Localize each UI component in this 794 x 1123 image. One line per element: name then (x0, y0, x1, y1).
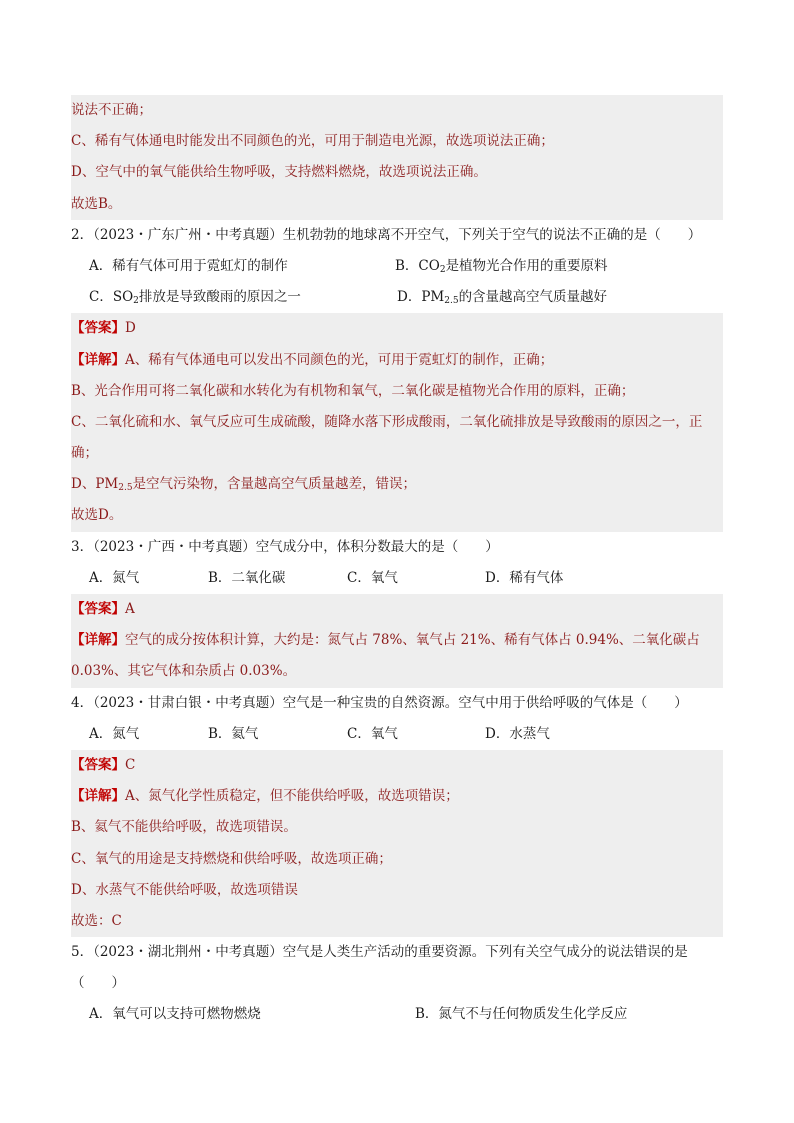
detail-tag: 【详解】 (71, 788, 125, 805)
question-4-option-b: B．氦气 (208, 725, 259, 742)
subscript: 2.5 (444, 296, 459, 307)
answer-value: D (125, 320, 136, 337)
option-text: B．CO (395, 257, 440, 274)
question-3-stem: 3．（2023・广西・中考真题）空气成分中，体积分数最大的是（ ） (71, 538, 499, 555)
answer-detail-line: 故选：C (71, 906, 723, 937)
answer-detail-line: C、稀有气体通电时能发出不同颜色的光，可用于制造电光源，故选项说法正确； (71, 126, 723, 157)
question-2-options-row-1 (71, 251, 723, 282)
question-2-answer (71, 313, 723, 344)
subscript: 2 (439, 264, 446, 275)
answer-detail-line: C、氧气的用途是支持燃烧和供给呼吸，故选项正确； (71, 844, 723, 875)
option-text: 是植物光合作用的重要原料 (445, 257, 608, 274)
answer-detail-line: B、光合作用可将二氧化碳和水转化为有机物和氧气，二氧化碳是植物光合作用的原料，正确； (71, 376, 723, 407)
subscript: 2 (133, 296, 139, 307)
answer-detail-line: D、空气中的氧气能供给生物呼吸，支持燃料燃烧，故选项说法正确。 (71, 157, 723, 188)
answer-detail-line: D、水蒸气不能供给呼吸，故选项错误 (71, 875, 723, 906)
question-3-options-row (71, 563, 723, 594)
question-5-option-b: B．氮气不与任何物质发生化学反应 (415, 1006, 628, 1023)
answer-detail-line: 说法不正确； (71, 95, 723, 126)
detail-text: 空气的成分按体积计算，大约是：氮气占 78%、氧气占 21%、稀有气体占 0.94%、二氧化碳占 (125, 632, 700, 649)
answer-detail-line: 确； (71, 438, 723, 469)
question-4-option-c: C．氧气 (347, 725, 398, 742)
question-2-option-a: A．稀有气体可用于霓虹灯的制作 (89, 257, 288, 274)
answer-detail-line (71, 469, 723, 500)
question-3-option-a: A．氮气 (89, 569, 140, 586)
question-2-option-d (397, 282, 607, 313)
answer-detail-line: 故选D。 (71, 500, 723, 531)
answer-tag: 【答案】 (71, 756, 125, 773)
question-4-detail (71, 781, 723, 812)
question-4-answer (71, 750, 723, 781)
question-5-stem-continued: （ ） (71, 975, 125, 992)
answer-detail-line: 0.03%、其它气体和杂质占 0.03%。 (71, 656, 723, 687)
question-4-stem: 4．（2023・甘肃白银・中考真题）空气是一种宝贵的自然资源。空气中用于供给呼吸的气体是（ ） (71, 694, 688, 711)
question-3-answer (71, 594, 723, 625)
answer-tag: 【答案】 (71, 320, 125, 337)
answer-detail-line: 故选B。 (71, 189, 723, 220)
answer-detail-line: B、氦气不能供给呼吸，故选项错误。 (71, 812, 723, 843)
detail-tag: 【详解】 (71, 351, 125, 368)
question-4-options-row (71, 719, 723, 750)
answer-value: C (125, 756, 136, 773)
question-3-detail (71, 625, 723, 656)
subscript: 2.5 (118, 483, 133, 494)
question-3-option-b: B．二氧化碳 (208, 569, 286, 586)
question-5-option-a: A．氧气可以支持可燃物燃烧 (89, 1006, 261, 1023)
detail-tag: 【详解】 (71, 632, 125, 649)
question-2-detail (71, 345, 723, 376)
question-4-option-a: A．氮气 (89, 725, 140, 742)
answer-tag: 【答案】 (71, 601, 125, 617)
question-2-options-row-2 (71, 282, 723, 313)
question-2-option-b (395, 251, 608, 282)
document-page (71, 95, 723, 1031)
question-2-stem: 2．（2023・广东广州・中考真题）生机勃勃的地球离不开空气，下列关于空气的说法不正确的是（ ） (71, 226, 702, 243)
option-text: 排放是导致酸雨的原因之一 (138, 289, 301, 306)
answer-detail-line: C、二氧化硫和水、氧气反应可生成硫酸，随降水落下形成酸雨，二氧化硫排放是导致酸雨的原因之一，正 (71, 407, 723, 438)
detail-text: D、PM (71, 476, 119, 493)
answer-value: A (125, 601, 135, 617)
detail-text: A、稀有气体通电可以发出不同颜色的光，可用于霓虹灯的制作，正确； (125, 351, 554, 368)
question-5-stem: 5．（2023・湖北荆州・中考真题）空气是人类生产活动的重要资源。下列有关空气成分的说法错误的是 (71, 944, 688, 961)
option-text: D．PM (397, 289, 445, 306)
detail-text: 是空气污染物，含量越高空气质量越差，错误； (132, 476, 417, 493)
question-4-option-d: D．水蒸气 (485, 725, 550, 742)
question-3-option-c: C．氧气 (347, 569, 398, 586)
question-2-option-c (89, 282, 301, 313)
option-text: C．SO (89, 289, 134, 306)
question-5-options-row (71, 999, 723, 1030)
question-3-option-d: D．稀有气体 (485, 569, 564, 586)
option-text: 的含量越高空气质量越好 (458, 289, 608, 306)
detail-text: A、氮气化学性质稳定，但不能供给呼吸，故选项错误； (125, 788, 459, 805)
